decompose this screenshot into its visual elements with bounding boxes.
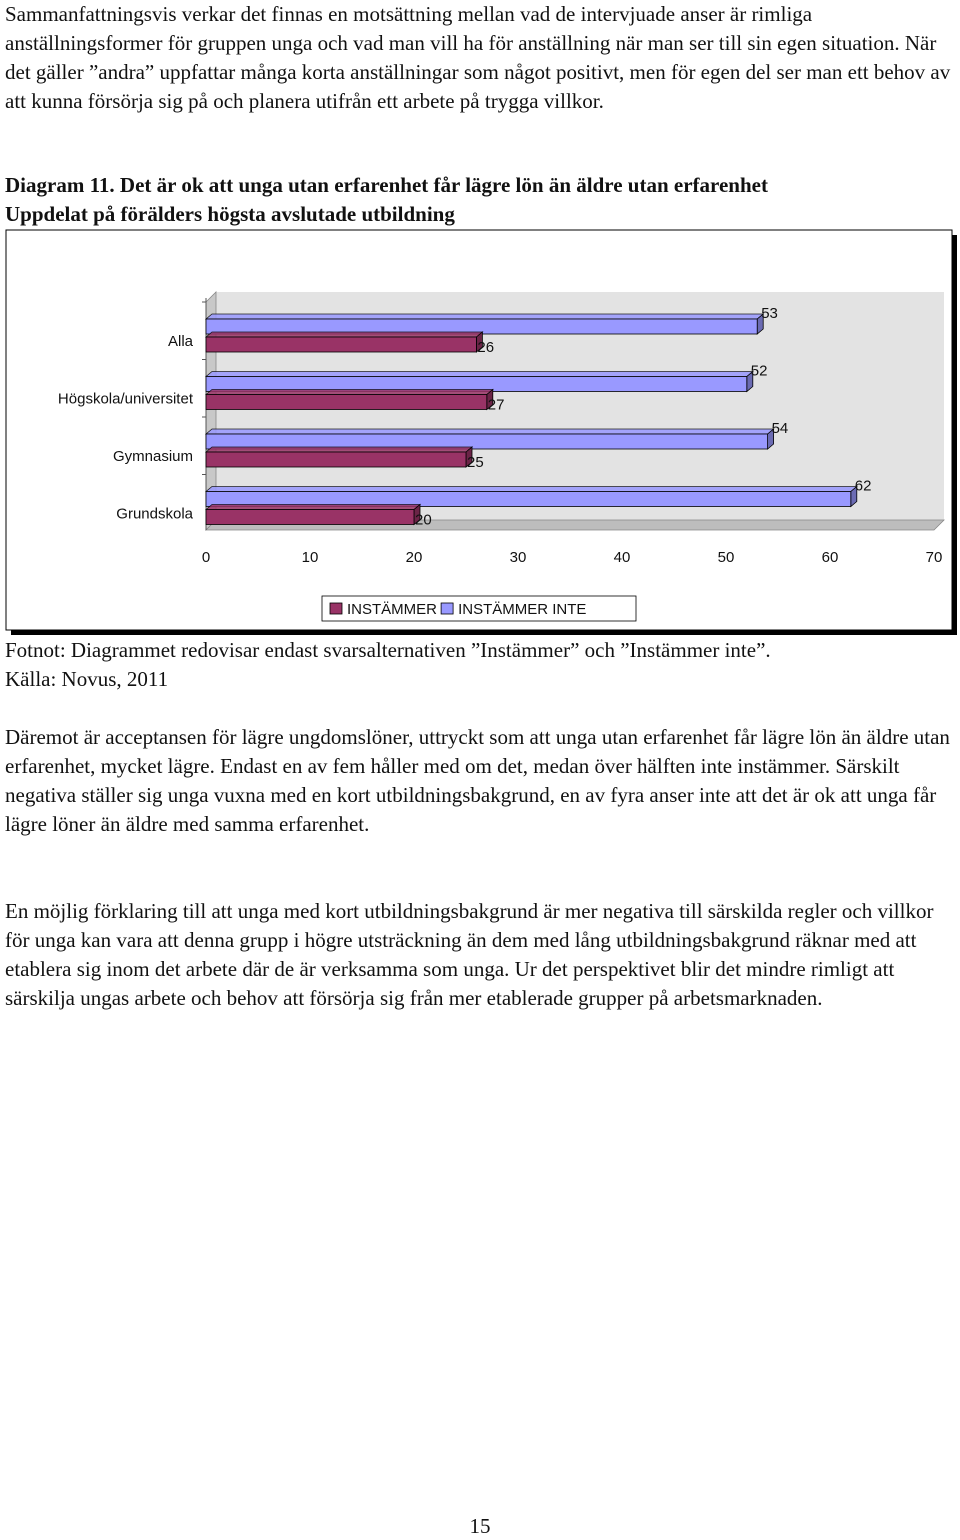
x-tick-label: 40 (613, 549, 631, 566)
bar-top (206, 314, 763, 319)
category-label: Högskola/universitet (57, 390, 193, 408)
bar-top (206, 390, 493, 395)
chart-legend (322, 596, 636, 621)
bar-top (206, 332, 482, 337)
bar (206, 395, 487, 410)
bar (206, 510, 414, 525)
legend-label: INSTÄMMER (347, 601, 437, 618)
page-number: 15 (469, 1514, 491, 1538)
x-tick-label: 50 (717, 549, 735, 566)
bar (206, 452, 466, 467)
body-paragraph-1: Däremot är acceptansen för lägre ungdomslöner, uttryckt som att unga utan erfarenhet får lägre lön än äldre utan erfarenhet, mycket lägre. Endast en av fem håller med om det, medan över hälften inte instämmer. Särskilt negativa ställer sig unga vuxna med en kort utbildningsbakgrund, en av fyra anser inte att det är ok att unga får lägre löner än äldre med samma erfarenhet. (5, 725, 950, 836)
data-label: 54 (771, 420, 789, 437)
x-tick-label: 0 (201, 549, 211, 566)
intro-paragraph: Sammanfattningsvis verkar det finnas en motsättning mellan vad de intervjuade anser är rimliga anställningsformer för gruppen unga och vad man vill ha för anställning när man ser till sin egen situation. När det gäller ”andra” uppfattar många korta anställningar som något positivt, men för egen del ser man ett behov av att kunna försörja sig på och planera utifrån ett arbete på trygga villkor. (5, 2, 951, 113)
data-label: 26 (477, 339, 495, 356)
bar-top (206, 372, 753, 377)
x-tick-label: 30 (509, 549, 527, 566)
diagram-subtitle: Uppdelat på förälders högsta avslutade utbildning (5, 202, 455, 226)
data-label: 53 (761, 305, 778, 322)
bar-chart (3, 227, 959, 637)
x-tick-label: 10 (301, 549, 319, 566)
category-label: Gymnasium (112, 448, 193, 465)
body-paragraph-2: En möjlig förklaring till att unga med kort utbildningsbakgrund är mer negativa till särskilda regler och villkor för unga kan vara att denna grupp i högre utsträckning än dem med lång utbildningsbakgrund räknar med att etablera sig inom det arbete där de är verksamma som unga. Ur det perspektivet blir det mindre rimligt att särskilja ungas arbete och behov att försörja sig från mer etablerade grupper på arbetsmarknaden. (5, 899, 934, 1010)
x-tick-label: 20 (405, 549, 423, 566)
category-label: Alla (167, 333, 193, 350)
data-label: 62 (854, 477, 872, 495)
data-label: 27 (487, 396, 505, 414)
bar-top (206, 429, 774, 434)
legend-label: INSTÄMMER INTE (458, 601, 587, 618)
data-label: 25 (467, 454, 484, 471)
bar-top (206, 505, 420, 510)
source-text: Källa: Novus, 2011 (5, 667, 169, 691)
diagram-title: Diagram 11. Det är ok att unga utan erfarenhet får lägre lön än äldre utan erfarenhet (5, 173, 768, 197)
footnote (5, 636, 955, 694)
footnote-text: Fotnot: Diagrammet redovisar endast svarsalternativen ”Instämmer” och ”Instämmer inte”. (5, 638, 771, 662)
legend-swatch (330, 603, 342, 614)
bar (206, 337, 476, 352)
x-tick-label: 70 (925, 549, 943, 566)
bar-top (206, 447, 472, 452)
x-tick-label: 60 (821, 549, 839, 566)
legend-swatch (441, 603, 453, 614)
category-label: Grundskola (116, 505, 193, 523)
data-label: 52 (750, 362, 768, 380)
bar-top (206, 487, 857, 492)
data-label: 20 (415, 511, 432, 529)
